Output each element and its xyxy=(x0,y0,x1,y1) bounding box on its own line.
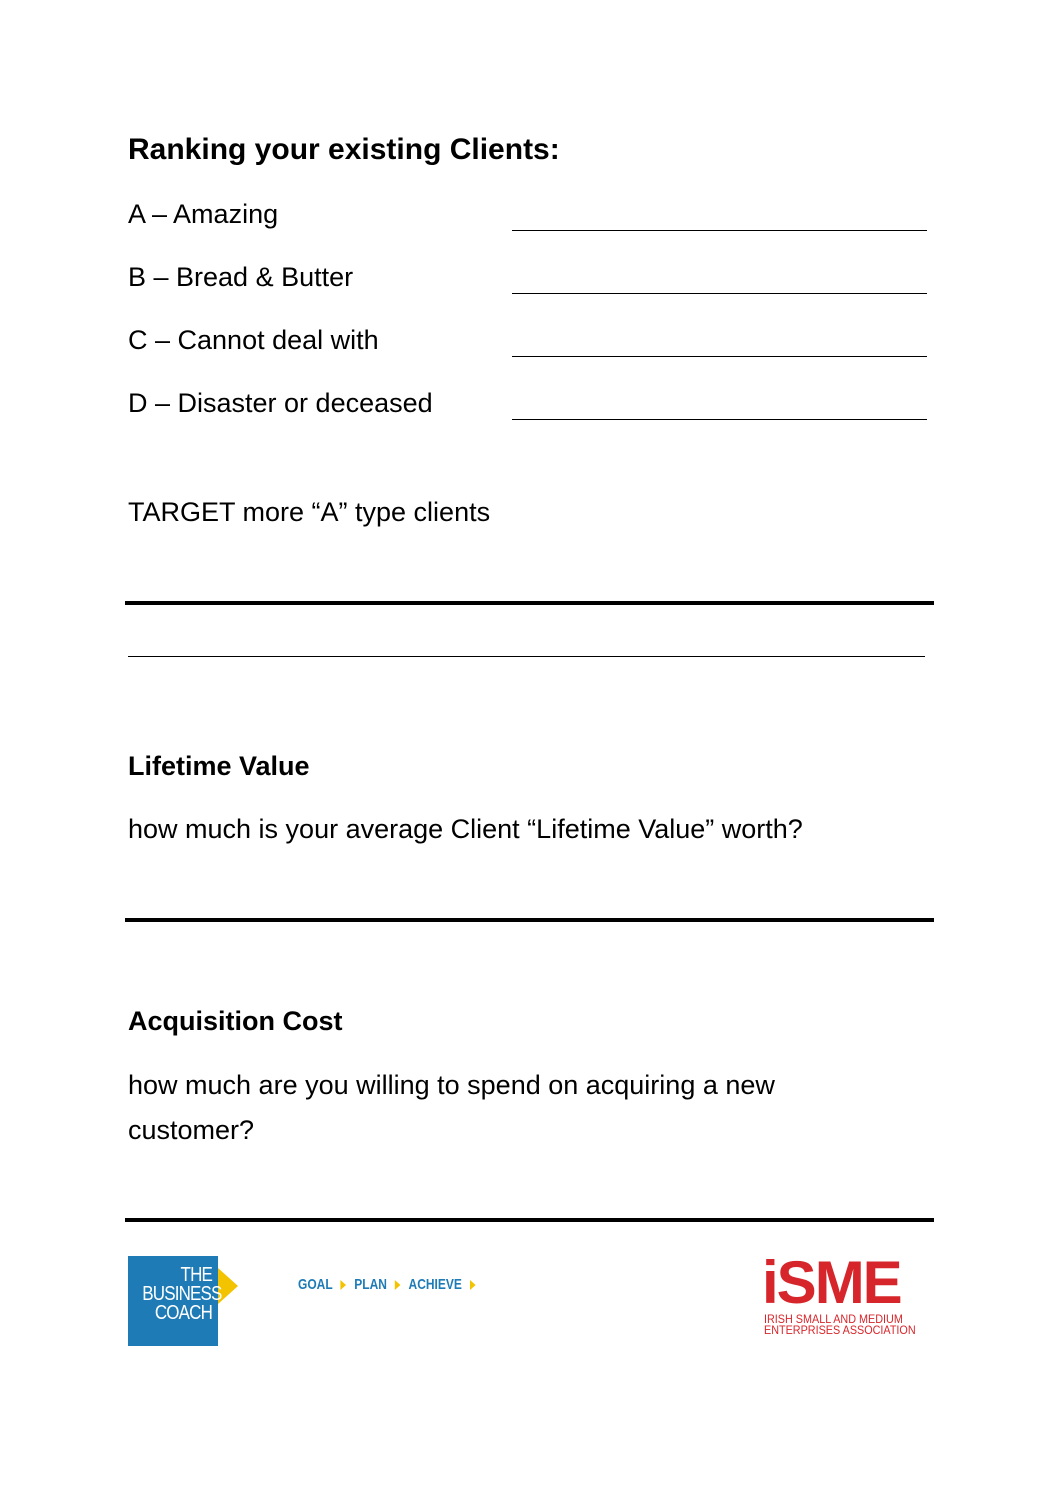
acquisition-heading: Acquisition Cost xyxy=(128,1006,343,1036)
arrow-right-icon xyxy=(395,1280,401,1290)
rank-b-label: B – Bread & Butter xyxy=(128,262,354,292)
rank-b-blank[interactable] xyxy=(512,293,927,294)
rank-a-label: A – Amazing xyxy=(128,199,279,229)
arrow-right-icon xyxy=(341,1280,347,1290)
tagline-achieve: ACHIEVE xyxy=(408,1276,462,1293)
rank-d-label: D – Disaster or deceased xyxy=(128,388,433,418)
acquisition-answer-line[interactable] xyxy=(125,1218,934,1222)
rank-d-blank[interactable] xyxy=(512,419,927,420)
rank-c-label: C – Cannot deal with xyxy=(128,325,379,355)
business-coach-logo-text: THE BUSINESS COACH xyxy=(142,1264,222,1324)
tagline-plan: PLAN xyxy=(354,1276,387,1293)
rank-a-blank[interactable] xyxy=(512,230,927,231)
rank-c-blank[interactable] xyxy=(512,356,927,357)
isme-logo-subtitle: IRISH SMALL AND MEDIUM ENTERPRISES ASSOCIATION xyxy=(764,1312,916,1337)
target-text: TARGET more “A” type clients xyxy=(128,497,491,527)
lifetime-heading: Lifetime Value xyxy=(128,751,310,781)
arrow-right-icon xyxy=(470,1280,476,1290)
isme-logo: iSME xyxy=(762,1249,901,1316)
target-answer-line-2[interactable] xyxy=(128,656,925,657)
lifetime-question: how much is your average Client “Lifetime Value” worth? xyxy=(128,814,803,844)
lifetime-answer-line[interactable] xyxy=(125,918,934,922)
tagline xyxy=(298,1276,476,1293)
page-title: Ranking your existing Clients: xyxy=(128,133,560,166)
target-answer-line-1[interactable] xyxy=(125,601,934,605)
tagline-goal: GOAL xyxy=(298,1276,333,1293)
acquisition-question: how much are you willing to spend on acquiring a new customer? xyxy=(128,1070,775,1145)
